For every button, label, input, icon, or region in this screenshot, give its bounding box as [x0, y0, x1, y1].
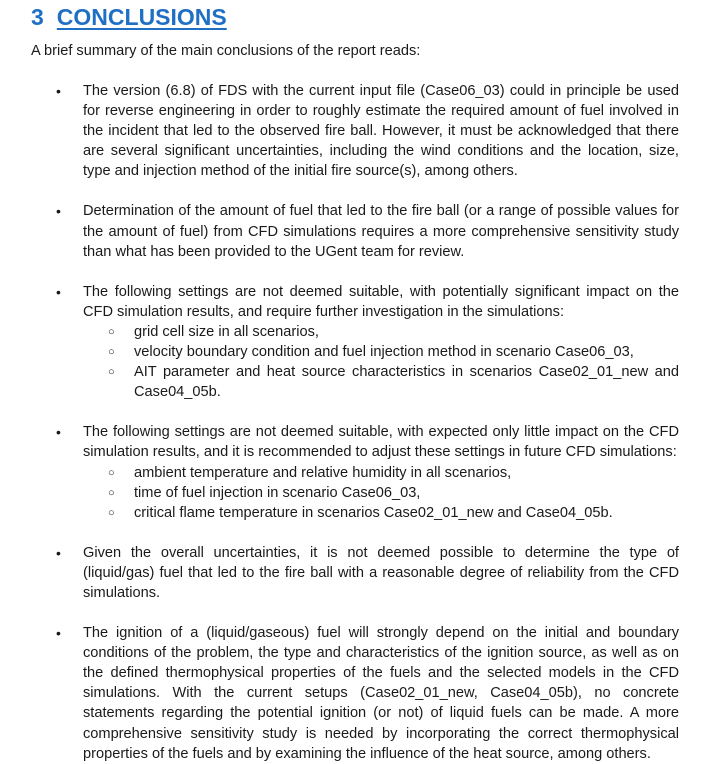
sub-item — [83, 342, 679, 362]
bullet-marker: • — [56, 544, 61, 561]
intro-paragraph: A brief summary of the main conclusions of the report reads: — [31, 43, 421, 59]
sub-item — [83, 503, 679, 523]
bullet-marker: • — [56, 203, 61, 220]
sub-item — [83, 362, 679, 402]
sub-bullet-marker: ○ — [108, 366, 115, 379]
section-title: CONCLUSIONS — [56, 4, 227, 30]
sub-item — [83, 463, 679, 483]
bullet-marker: • — [56, 424, 61, 441]
sub-bullet-marker: ○ — [108, 506, 115, 519]
sub-item — [83, 322, 679, 342]
conclusion-item — [0, 543, 715, 603]
conclusion-text: The following settings are not deemed suitable, with potentially significant impact on the CFD simulation results, and require further investigation in the simulations: — [83, 283, 679, 320]
conclusion-text: Determination of the amount of fuel that led to the fire ball (or a range of possible values for the amount of fuel) from CFD simulations requires a more comprehensive sensitivity study than what has been provided to the UGent team for review. — [83, 203, 679, 260]
bullet-marker: • — [56, 283, 61, 300]
sub-item-text: AIT parameter and heat source characteristics in scenarios Case02_01_new and Case04_05b. — [134, 364, 679, 401]
conclusions-list — [0, 81, 715, 764]
sub-bullet-marker: ○ — [108, 346, 115, 359]
sub-item-text: velocity boundary condition and fuel injection method in scenario Case06_03, — [134, 344, 634, 361]
sub-bullet-marker: ○ — [108, 486, 115, 499]
section-heading — [31, 4, 227, 31]
conclusion-item — [0, 623, 715, 764]
conclusion-item — [0, 282, 715, 403]
conclusion-item — [0, 201, 715, 261]
bullet-marker: • — [56, 83, 61, 99]
sub-list — [83, 322, 679, 402]
sub-item-text: grid cell size in all scenarios, — [134, 323, 319, 340]
conclusion-item — [0, 422, 715, 522]
sub-item-text: critical flame temperature in scenarios Case02_01_new and Case04_05b. — [134, 504, 613, 521]
sub-bullet-marker: ○ — [108, 466, 115, 479]
bullet-marker: • — [56, 625, 61, 642]
section-number: 3 — [31, 4, 44, 30]
conclusion-text: Given the overall uncertainties, it is not deemed possible to determine the type of (liquid/gas) fuel that led to the fire ball with a reasonable degree of reliability from the CFD simulations. — [83, 544, 679, 601]
sub-list — [83, 463, 679, 523]
conclusion-text: The following settings are not deemed suitable, with expected only little impact on the CFD simulation results, and it is recommended to adjust these settings in future CFD simulations: — [83, 424, 679, 461]
conclusion-text: The ignition of a (liquid/gaseous) fuel will strongly depend on the initial and boundary conditions of the problem, the type and characteristics of the ignition source, as well as on the defined thermophysical properties of the fuels and the selected models in the CFD simulations. With the current setups (Case02_01_new, Case04_05b), no concrete statements regarding the potential ignition (or not) of liquid fuels can be made. A more comprehensive sensitivity study is needed by incorporating the correct thermophysical properties of the fuels and by examining the influence of the heat source, among others. — [83, 625, 679, 762]
conclusion-item — [0, 81, 715, 181]
sub-item — [83, 483, 679, 503]
sub-bullet-marker: ○ — [108, 325, 115, 338]
sub-item-text: time of fuel injection in scenario Case06_03, — [134, 484, 421, 501]
conclusion-text: The version (6.8) of FDS with the current input file (Case06_03) could in principle be used for reverse engineering in order to roughly estimate the required amount of fuel involved in the incident that led to the observed fire ball. However, it must be acknowledged that there are several significant uncertainties, including the wind conditions and the location, size, type and injection method of the initial fire source(s), among others. — [83, 83, 679, 180]
sub-item-text: ambient temperature and relative humidity in all scenarios, — [134, 464, 512, 481]
